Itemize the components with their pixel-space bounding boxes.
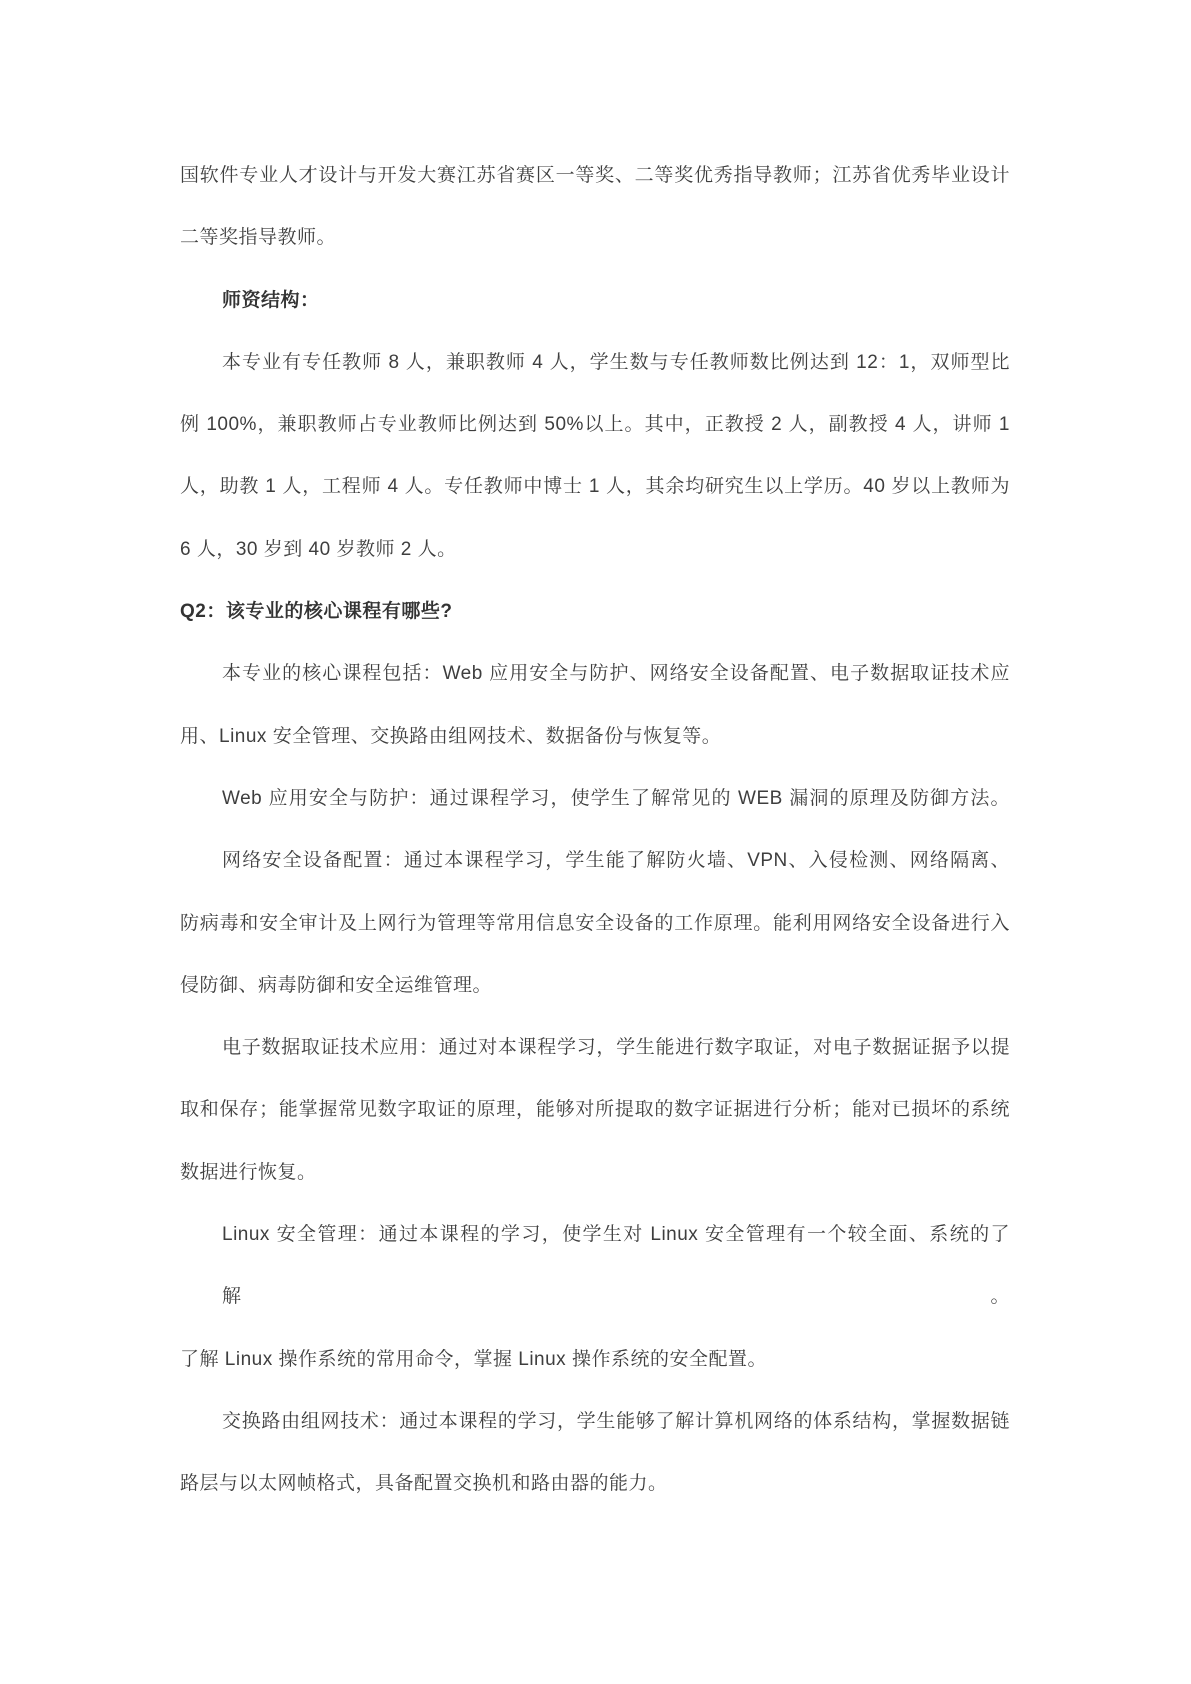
text-line: 6 人，30 岁到 40 岁教师 2 人。 [180,538,457,560]
text-line: 路层与以太网帧格式，具备配置交换机和路由器的能力。 [180,1473,668,1495]
text-line: 例 100%，兼职教师占专业教师比例达到 50%以上。其中，正教授 2 人，副教授 4 人，讲师 1 [180,414,1010,436]
text-line: 网络安全设备配置：通过本课程学习，学生能了解防火墙、VPN、入侵检测、网络隔离、 [222,850,1010,872]
text-line: 了解 Linux 操作系统的常用命令，掌握 Linux 操作系统的安全配置。 [180,1348,767,1370]
text-line: 人，助教 1 人，工程师 4 人。专任教师中博士 1 人，其余均研究生以上学历。40 岁以上教师为 [180,476,1010,498]
text-line: 用、Linux 安全管理、交换路由组网技术、数据备份与恢复等。 [180,725,722,747]
text-block [180,145,1010,1516]
text-line: 取和保存；能掌握常见数字取证的原理，能够对所提取的数字证据进行分析；能对已损坏的系统 [180,1099,1010,1121]
text-line: 师资结构： [222,289,320,311]
text-line: 侵防御、病毒防御和安全运维管理。 [180,974,493,996]
text-line: 防病毒和安全审计及上网行为管理等常用信息安全设备的工作原理。能利用网络安全设备进行入 [180,912,1010,934]
text-line: 本专业有专任教师 8 人，兼职教师 4 人，学生数与专任教师数比例达到 12：1，双师型比 [222,351,1010,373]
text-line: Web 应用安全与防护：通过课程学习，使学生了解常见的 WEB 漏洞的原理及防御方法。 [222,787,1010,809]
text-line: 数据进行恢复。 [180,1161,317,1183]
text-line: 交换路由组网技术：通过本课程的学习，学生能够了解计算机网络的体系结构，掌握数据链 [222,1410,1010,1432]
text-line: 国软件专业人才设计与开发大赛江苏省赛区一等奖、二等奖优秀指导教师；江苏省优秀毕业设计 [180,165,1010,186]
text-line: 二等奖指导教师。 [180,227,337,249]
text-line: Q2：该专业的核心课程有哪些? [180,601,453,623]
text-line: Linux 安全管理：通过本课程的学习，使学生对 Linux 安全管理有一个较全面、系统的了解。 [222,1224,1010,1308]
text-line: 电子数据取证技术应用：通过对本课程学习，学生能进行数字取证，对电子数据证据予以提 [222,1037,1010,1059]
text-line: 本专业的核心课程包括：Web 应用安全与防护、网络安全设备配置、电子数据取证技术应 [222,663,1010,685]
